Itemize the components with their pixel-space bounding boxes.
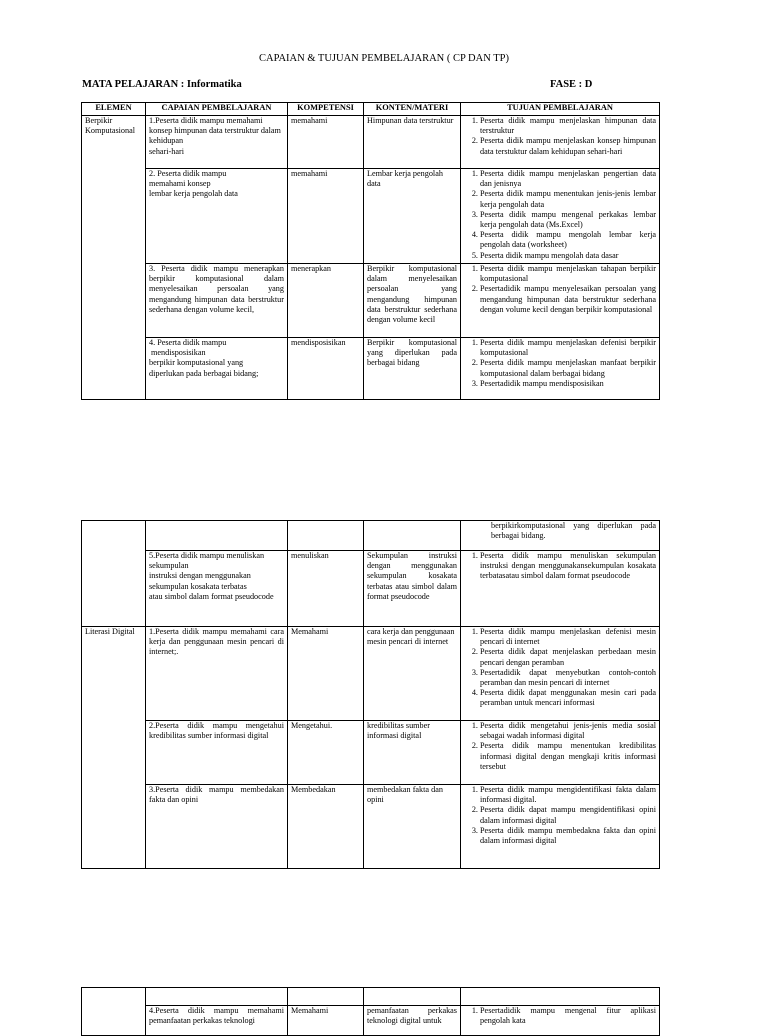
document-title: CAPAIAN & TUJUAN PEMBELAJARAN ( CP DAN TP) [259, 53, 509, 64]
tujuan-cell: 1. Peserta didik mampu menjelaskan defenisi mesin pencari di internet 2. Peserta didik dapat menjelaskan perbedaan mesin pencari dengan peramban 3. Pesertadidik dapat menyebutkan contoh-contoh peramban dan mesin pencari di internet 4. Peserta didik dapat menggunakan mesin cari pada peramban untuk mencari informasi [461, 627, 660, 721]
konten-cell [364, 521, 461, 551]
header-elemen: ELEMEN [82, 103, 146, 116]
table-row [82, 264, 660, 338]
header-konten: KONTEN/MATERI [364, 103, 461, 116]
capaian-cell: 1.Peserta didik mampu memahami cara kerja dan penggunaan mesin pencari di internet;. [146, 627, 288, 721]
tujuan-cell: 1. Pesertadidik mampu mengenal fitur aplikasi pengolah kata [461, 1006, 660, 1036]
table-row [82, 721, 660, 785]
konten-cell: Sekumpulan instruksi dengan menggunakan sekumpulan kosakata terbatas atau simbol dalam format pseudocode [364, 551, 461, 627]
capaian-cell [146, 521, 288, 551]
kompetensi-cell: menerapkan [288, 264, 364, 338]
tujuan-cell: 1. Peserta didik mampu menjelaskan tahapan berpikir komputasional 2. Pesertadidik mampu menyelesaikan persoalan yang mengandung himpunan data berstruktur sederhana dengan volume kecil dengan berpikir komputasional [461, 264, 660, 338]
table-row [82, 521, 660, 551]
kompetensi-cell: Membedakan [288, 785, 364, 869]
table-row [82, 627, 660, 721]
table-row [82, 116, 660, 169]
capaian-cell: 2.Peserta didik mampu mengetahui kredibilitas sumber informasi digital [146, 721, 288, 785]
capaian-cell: 1.Peserta didik mampu memahami konsep himpunan data terstruktur dalam kehidupan sehari-hari [146, 116, 288, 169]
konten-cell: membedakan fakta dan opini [364, 785, 461, 869]
capaian-cell: 5.Peserta didik mampu menuliskan sekumpulan instruksi dengan menggunakan sekumpulan kosakata terbatas atau simbol dalam format pseudocode [146, 551, 288, 627]
tujuan-continuation: berpikirkomputasional yang diperlukan pada berbagai bidang. [461, 521, 660, 551]
kompetensi-cell: Memahami [288, 1006, 364, 1036]
kompetensi-cell [288, 988, 364, 1006]
konten-cell: kredibilitas sumber informasi digital [364, 721, 461, 785]
elemen-cell [82, 988, 146, 1036]
tujuan-cell [461, 988, 660, 1006]
table-row [82, 1006, 660, 1036]
konten-cell: pemanfaatan perkakas teknologi digital untuk [364, 1006, 461, 1036]
konten-cell: Berpikir komputasional dalam menyelesaikan persoalan yang mengandung himpunan data berstruktur sederhana dengan volume kecil [364, 264, 461, 338]
table-row [82, 988, 660, 1006]
capaian-cell: 3.Peserta didik mampu membedakan fakta dan opini [146, 785, 288, 869]
capaian-cell: 4.Peserta didik mampu memahami pemanfaatan perkakas teknologi [146, 1006, 288, 1036]
konten-cell: Berpikir komputasional yang diperlukan pada berbagai bidang [364, 338, 461, 400]
kompetensi-cell: memahami [288, 116, 364, 169]
tujuan-cell: 1. Peserta didik mampu menjelaskan defenisi berpikir komputasional 2. Peserta didik mampu menjelaskan manfaat berpikir komputasional dalam berbagai bidang 3. Pesertadidik mampu mendisposisikan [461, 338, 660, 400]
table-row [82, 551, 660, 627]
header-tujuan: TUJUAN PEMBELAJARAN [461, 103, 660, 116]
table-header-row [82, 103, 660, 116]
tujuan-cell: 1. Peserta didik mampu mengidentifikasi fakta dalam informasi digital. 2. Peserta didik dapat mampu mengidentifikasi opini dalam informasi digital 3. Peserta didik mampu membedakna fakta dan opini dalam informasi digital [461, 785, 660, 869]
kompetensi-cell: Mengetahui. [288, 721, 364, 785]
konten-cell: cara kerja dan penggunaan mesin pencari di internet [364, 627, 461, 721]
kompetensi-cell: Memahami [288, 627, 364, 721]
konten-cell [364, 988, 461, 1006]
tujuan-cell: 1. Peserta didik mengetahui jenis-jenis media sosial sebagai wadah informasi digital 2. Peserta didik mampu menentukan kredibilitas informasi digital dengan mengkaji kritis informasi tersebut [461, 721, 660, 785]
elemen-cell: Literasi Digital [82, 627, 146, 869]
elemen-cell: Berpikir Komputasional [82, 116, 146, 400]
phase-label: FASE : D [550, 79, 593, 90]
kompetensi-cell: memahami [288, 169, 364, 264]
table-row [82, 785, 660, 869]
capaian-cell: 4. Peserta didik mampu mendisposisikan berpikir komputasional yang diperlukan pada berbagai bidang; [146, 338, 288, 400]
elemen-cell [82, 521, 146, 627]
header-capaian: CAPAIAN PEMBELAJARAN [146, 103, 288, 116]
capaian-cell: 3. Peserta didik mampu menerapkan berpikir komputasional dalam menyelesaikan persoalan yang mengandung himpunan data berstruktur sederhana dengan volume kecil, [146, 264, 288, 338]
kompetensi-cell: mendisposisikan [288, 338, 364, 400]
tujuan-cell: 1. Peserta didik mampu menuliskan sekumpulan instruksi dengan menggunakansekumpulan kosakata terbatasatau simbol dalam format pseudocode [461, 551, 660, 627]
tujuan-cell: 1. Peserta didik mampu menjelaskan himpunan data terstruktur 2. Peserta didik mampu menjelaskan konsep himpunan data terstuktur dalam kehidupan sehari-hari [461, 116, 660, 169]
konten-cell: Himpunan data terstruktur [364, 116, 461, 169]
capaian-cell: 2. Peserta didik mampu memahami konsep lembar kerja pengolah data [146, 169, 288, 264]
kompetensi-cell: menuliskan [288, 551, 364, 627]
header-kompetensi: KOMPETENSI [288, 103, 364, 116]
capaian-cell [146, 988, 288, 1006]
tujuan-cell: 1. Peserta didik mampu menjelaskan pengertian data dan jenisnya 2. Peserta didik mampu menentukan jenis-jenis lembar kerja pengolah data 3. Peserta didik mampu mengenal perkakas lembar kerja pengolah data (Ms.Excel) 4. Peserta didik mampu mengolah lembar kerja pengolah data (worksheet) 5. Peserta didik mampu mengolah data dasar [461, 169, 660, 264]
cp-tp-table-2 [81, 520, 660, 869]
subject-label: MATA PELAJARAN : Informatika [82, 79, 242, 90]
kompetensi-cell [288, 521, 364, 551]
table-row [82, 338, 660, 400]
cp-tp-table-1 [81, 102, 660, 400]
konten-cell: Lembar kerja pengolah data [364, 169, 461, 264]
table-row [82, 169, 660, 264]
cp-tp-table-3 [81, 987, 660, 1036]
